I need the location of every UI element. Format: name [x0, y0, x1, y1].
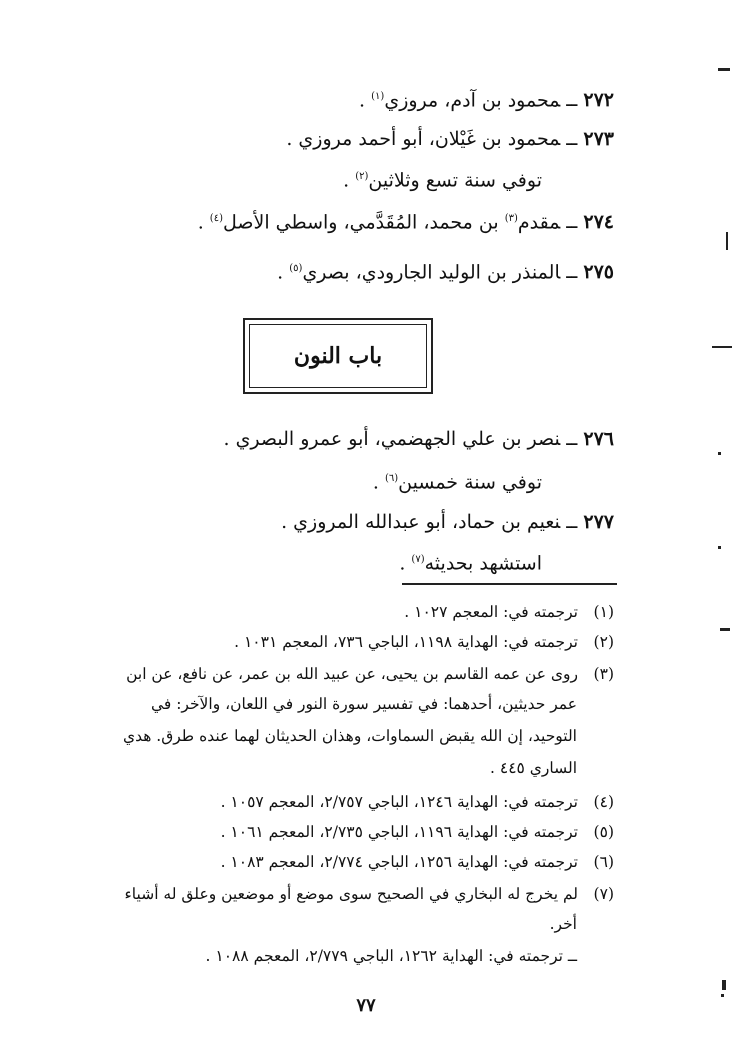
footnote-ref: (٤): [209, 213, 223, 224]
entry-273: [90, 124, 614, 154]
death-note: توفي سنة خمسين: [398, 471, 542, 494]
margin-mark: [712, 346, 732, 348]
entry-274: [90, 204, 614, 237]
chapter-heading: باب النون: [243, 318, 433, 394]
entry-number: ٢٧٥: [583, 261, 614, 284]
entry-dash: ــ: [566, 211, 578, 234]
footnote-text: ترجمته في: الهداية ١٢٤٦، الباجي ٢/٧٥٧، المعجم ١٠٥٧ .: [220, 793, 578, 811]
entry-number: ٢٧٢: [583, 89, 614, 112]
death-note: توفي سنة تسع وثلاثين: [368, 169, 542, 192]
margin-mark: [718, 546, 721, 549]
entry-dash: ــ: [566, 261, 578, 284]
footnote-number: (٣): [593, 665, 614, 683]
footnote-text: ترجمته في: الهداية ١١٩٨، الباجي ٧٣٦، المعجم ١٠٣١ .: [234, 633, 578, 651]
entry-dash: ــ: [566, 511, 578, 533]
entry-276: [90, 424, 614, 454]
footnote-text: لم يخرج له البخاري في الصحيح سوى موضع أو موضعين وعلق له أشياء: [124, 885, 578, 903]
entry-text: محمود بن غَيْلان، أبو أحمد مروزي .: [286, 128, 561, 150]
footnote-ref: (٦): [384, 473, 399, 484]
entry-number: ٢٧٧: [583, 511, 614, 533]
footnote-number: (٥): [593, 823, 614, 841]
entry-275: [90, 254, 614, 287]
entry-273-note: [90, 162, 542, 195]
footnote-text: ترجمته في: المعجم ١٠٢٧ .: [404, 603, 578, 621]
footnote-number: (٤): [593, 793, 614, 811]
entry-dash: ــ: [566, 128, 578, 150]
footnote-3: [100, 660, 614, 688]
footnote-ref: (١): [371, 91, 385, 102]
footnote-8: ــ ترجمته في: الهداية ١٢٦٢، الباجي ٢/٧٧٩، المعجم ١٠٨٨ .: [205, 947, 577, 965]
footnote-number: (٧): [593, 885, 614, 903]
footnote-7-line-2: أخر.: [549, 915, 577, 933]
entry-text: نصر بن علي الجهضمي، أبو عمرو البصري .: [223, 428, 561, 450]
citation-note: استشهد بحديثه: [424, 552, 542, 575]
page-number: ٧٧: [356, 995, 376, 1016]
entry-dash: ــ: [566, 428, 578, 450]
footnote-3-line-2: عمر حديثين، أحدهما: في تفسير سورة النور في اللعان، والآخر: في: [150, 695, 577, 713]
entry-276-note: [90, 464, 542, 497]
footnote-number: (١): [593, 603, 614, 621]
footnote-text: ترجمته في: الهداية ١٢٥٦، الباجي ٢/٧٧٤، المعجم ١٠٨٣ .: [220, 853, 578, 871]
entry-number: ٢٧٤: [583, 211, 614, 234]
footnote-text: روى عن عمه القاسم بن يحيى، عن عبيد الله بن عمر، عن نافع، عن ابن: [126, 665, 578, 683]
entry-period: .: [343, 169, 350, 192]
entry-dash: ــ: [566, 89, 578, 112]
footnote-2: [100, 628, 614, 656]
footnote-1: [100, 598, 614, 626]
footnote-ref: (٥): [289, 263, 303, 274]
footnote-separator: [402, 583, 617, 585]
entry-period: .: [372, 471, 379, 494]
margin-mark: [722, 980, 726, 990]
entry-text: بن محمد، المُقَدَّمي، واسطي الأصل: [222, 211, 499, 234]
margin-mark: [726, 232, 728, 250]
entry-period: .: [277, 261, 284, 284]
margin-mark: [720, 628, 730, 631]
entry-text: محمود بن آدم، مروزي: [384, 89, 561, 112]
entry-period: .: [359, 89, 366, 112]
footnote-4: [100, 788, 614, 816]
footnote-number: (٦): [593, 853, 614, 871]
footnote-3-line-3: التوحيد، إن الله يقبض السماوات، وهذان الحديثان لهما عنده طرق. هدي: [122, 727, 577, 745]
footnote-number: (٢): [593, 633, 614, 651]
margin-mark: [718, 68, 730, 71]
entry-text: المنذر بن الوليد الجارودي، بصري: [302, 261, 561, 284]
footnote-7: [100, 880, 614, 908]
footnote-5: [100, 818, 614, 846]
footnote-6: [100, 848, 614, 876]
entry-period: .: [197, 211, 204, 234]
entry-number: ٢٧٦: [583, 428, 614, 450]
entry-period: .: [399, 552, 406, 575]
entry-text: نعيم بن حماد، أبو عبدالله المروزي .: [281, 511, 561, 533]
footnote-text: ترجمته في: الهداية ١١٩٦، الباجي ٢/٧٣٥، المعجم ١٠٦١ .: [220, 823, 578, 841]
footnote-3-line-4: الساري ٤٤٥ .: [490, 759, 577, 777]
entry-number: ٢٧٣: [583, 128, 614, 150]
entry-277-note: [90, 545, 542, 578]
entry-272: [90, 82, 614, 115]
footnote-ref: (٢): [355, 171, 369, 182]
margin-mark: [718, 452, 721, 455]
entry-277: [90, 507, 614, 537]
entry-text: مقدم: [517, 211, 561, 234]
footnote-ref: (٣): [504, 213, 518, 224]
footnote-ref: (٧): [411, 554, 425, 565]
margin-mark: [721, 994, 724, 997]
